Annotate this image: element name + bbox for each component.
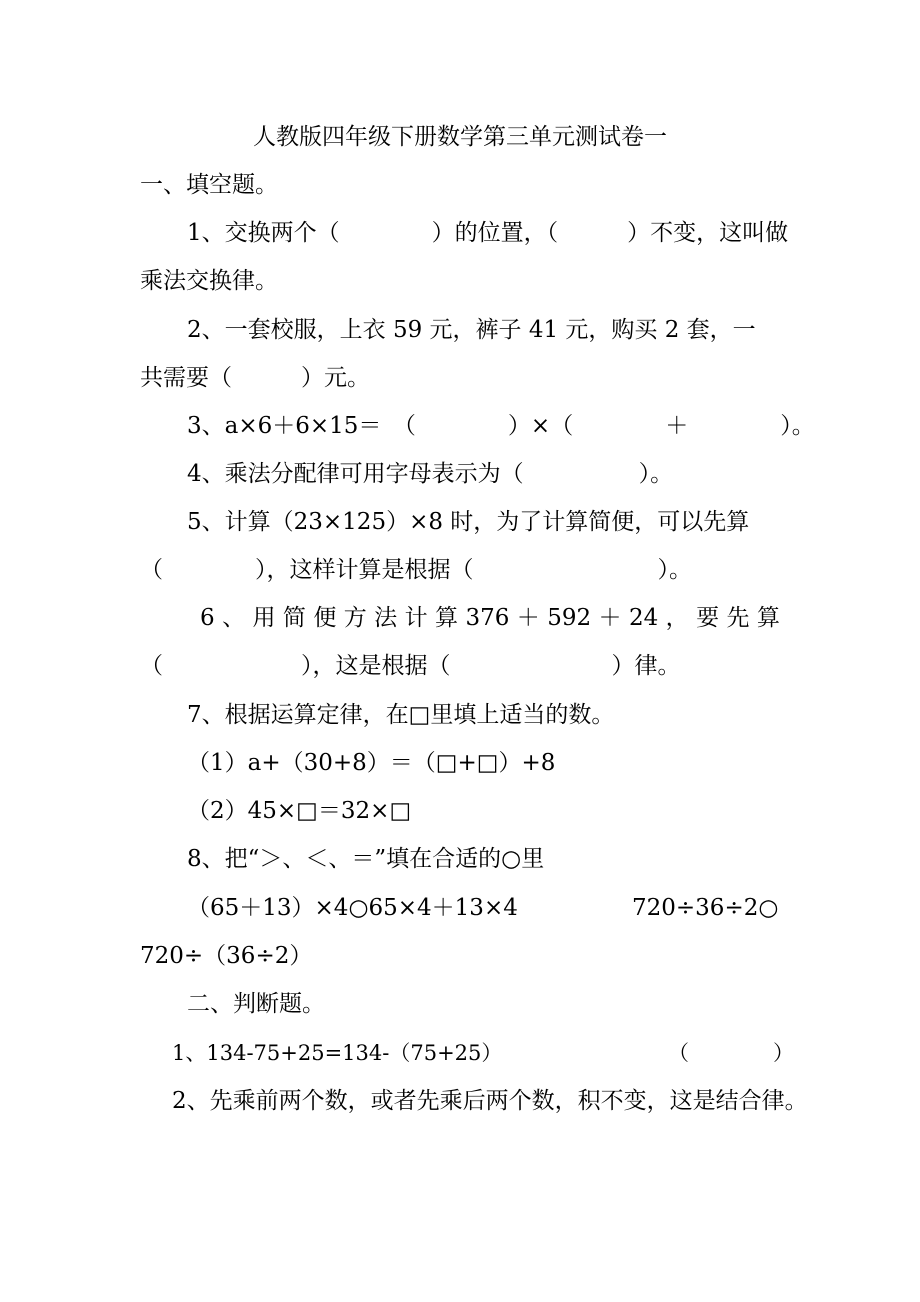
q6-token: ， bbox=[665, 605, 689, 631]
q6-token: ＋ bbox=[598, 605, 622, 631]
question-8: 8、把“＞、＜、＝”填在合适的○里 bbox=[187, 846, 545, 872]
q6-token: 计 bbox=[404, 605, 428, 631]
question-7-sub-2: （2）45×□＝32×□ bbox=[187, 798, 412, 824]
q6-token: 、 bbox=[222, 605, 246, 631]
q6-token: 算 bbox=[435, 605, 459, 631]
question-5-line-1: 5、计算（23×125）×8 时，为了计算简便，可以先算 bbox=[187, 509, 750, 535]
question-4: 4、乘法分配律可用字母表示为（ ）。 bbox=[187, 461, 674, 487]
document-title: 人教版四年级下册数学第三单元测试卷一 bbox=[253, 124, 667, 150]
section-1-heading: 一、填空题。 bbox=[140, 172, 278, 198]
q6-token: 592 bbox=[547, 605, 592, 631]
question-2-line-1: 2、一套校服，上衣 59 元，裤子 41 元，购买 2 套，一 bbox=[187, 317, 756, 343]
question-7: 7、根据运算定律，在□里填上适当的数。 bbox=[187, 702, 615, 728]
q6-token: 简 bbox=[282, 605, 306, 631]
q6-token: 方 bbox=[343, 605, 367, 631]
question-2-line-2: 共需要（ ）元。 bbox=[140, 365, 370, 391]
section-2-heading: 二、判断题。 bbox=[187, 991, 325, 1017]
question-1-line-1: 1、交换两个（ ）的位置，（ ）不变，这叫做 bbox=[187, 220, 789, 246]
q6-token: 6 bbox=[200, 605, 215, 631]
q6-token: 376 bbox=[465, 605, 510, 631]
judgement-question-2: 2、先乘前两个数，或者先乘后两个数，积不变，这是结合律。 bbox=[172, 1088, 808, 1114]
judgement-question-1: 1、134-75+25=134-（75+25） bbox=[172, 1041, 503, 1065]
question-3: 3、a×6＋6×15＝ （ ）×（ ＋ ）。 bbox=[187, 413, 815, 439]
question-6-line-1 bbox=[200, 603, 780, 633]
q6-token: 用 bbox=[252, 605, 276, 631]
q6-token: 便 bbox=[313, 605, 337, 631]
q6-token: 先 bbox=[726, 605, 750, 631]
q6-token: 24 bbox=[628, 605, 659, 631]
question-8-expression-2-end: 720÷（36÷2） bbox=[140, 943, 313, 969]
q6-token: 要 bbox=[696, 605, 720, 631]
question-7-sub-1: （1）a+（30+8）＝（□+□）+8 bbox=[187, 750, 556, 776]
question-5-line-2: （ ），这样计算是根据（ ）。 bbox=[140, 557, 692, 583]
question-8-expression-1: （65＋13）×4○65×4＋13×4 bbox=[187, 895, 518, 921]
question-8-expression-2-start: 720÷36÷2○ bbox=[632, 895, 779, 921]
q6-token: 法 bbox=[374, 605, 398, 631]
q6-token: 算 bbox=[756, 605, 780, 631]
question-6-line-2: （ ），这是根据（ ）律。 bbox=[140, 653, 681, 679]
question-1-line-2: 乘法交换律。 bbox=[140, 268, 278, 294]
q6-token: ＋ bbox=[516, 605, 540, 631]
judgement-question-1-blank: （ ） bbox=[668, 1041, 794, 1065]
